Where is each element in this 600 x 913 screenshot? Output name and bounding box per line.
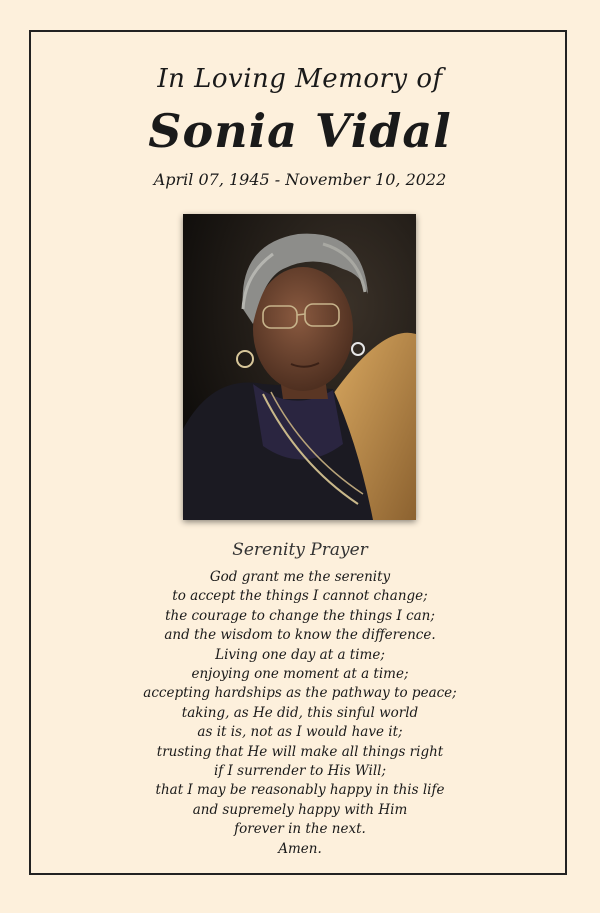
prayer-line: trusting that He will make all things right <box>156 743 444 760</box>
portrait-illustration <box>183 214 416 520</box>
prayer-line: Living one day at a time; <box>215 646 385 663</box>
prayer-line: and the wisdom to know the difference. <box>164 627 436 644</box>
prayer-line: to accept the things I cannot change; <box>172 588 428 605</box>
prayer-line: that I may be reasonably happy in this life <box>155 782 445 799</box>
prayer-line: enjoying one moment at a time; <box>191 666 409 683</box>
prayer-line: the courage to change the things I can; <box>165 607 435 624</box>
memorial-name: Sonia Vidal <box>148 104 452 158</box>
prayer-text <box>0 568 600 859</box>
prayer-line: taking, as He did, this sinful world <box>181 704 419 721</box>
prayer-line: forever in the next. <box>234 821 366 838</box>
prayer-line: as it is, not as I would have it; <box>197 724 403 741</box>
prayer-line: God grant me the serenity <box>209 569 391 585</box>
memorial-intro: In Loving Memory of <box>157 64 443 94</box>
prayer-line: Amen. <box>278 840 322 857</box>
prayer-line: and supremely happy with Him <box>192 801 408 818</box>
prayer-line: accepting hardships as the pathway to peace; <box>143 685 457 702</box>
prayer-line: if I surrender to His Will; <box>213 763 387 780</box>
memorial-dates: April 07, 1945 - November 10, 2022 <box>153 170 447 189</box>
prayer-title: Serenity Prayer <box>232 540 368 560</box>
memorial-portrait-photo <box>183 214 416 520</box>
